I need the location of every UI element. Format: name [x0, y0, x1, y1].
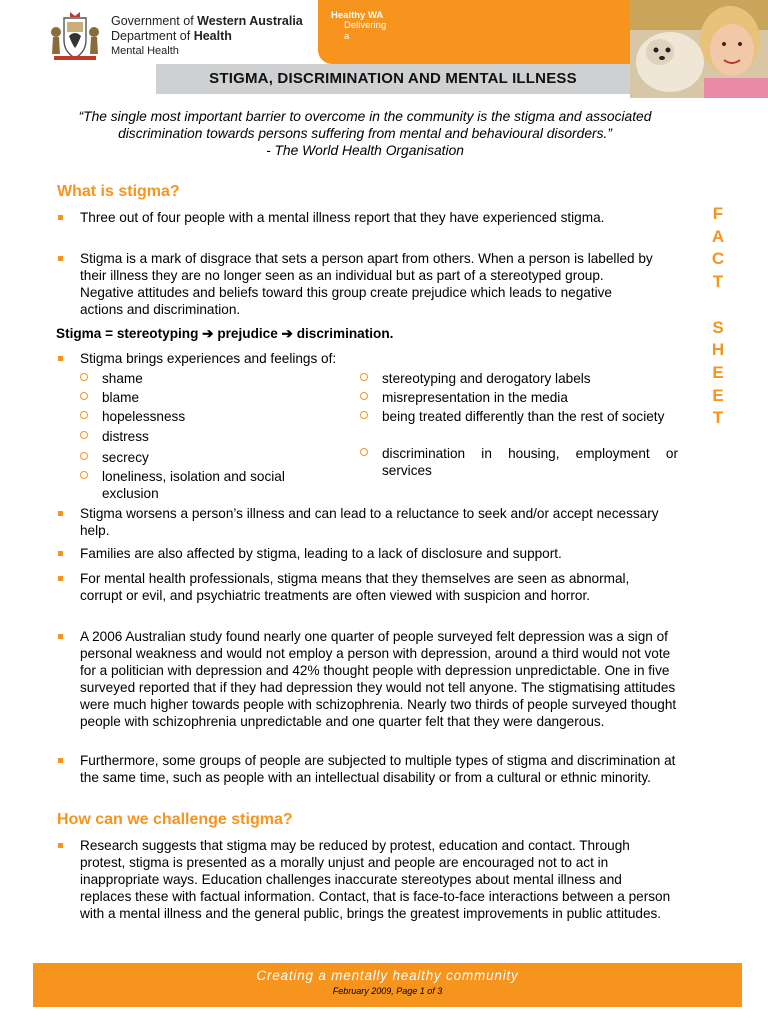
list-item: stereotyping and derogatory labels	[360, 370, 678, 387]
tagline-banner: Delivering a Healthy WA	[318, 0, 630, 64]
bullet-three-out-of-four: Three out of four people with a mental illness report that they have experienced stigma.	[56, 209, 656, 226]
bullet-multiple-stigma: Furthermore, some groups of people are subjected to multiple types of stigma and discrimination at the same time, such as people with an intellectual disability or from a cultural or ethnic minority.	[56, 752, 676, 786]
bullet-australian-study: A 2006 Australian study found nearly one quarter of people surveyed felt depression was a sign of personal weakness and would not employ a person with depression, around a third would not vote for a politician with depression and 42% thought people with depression unpredictable. One in five surveyed reported that if they had depression they would not tell anyone. The stigmatising attitudes were much higher towards people with schizophrenia. Nearly two thirds of people surveyed thought people with schizophrenia unpredictable and one quarter felt that they were dangerous.	[56, 628, 688, 730]
list-item: blame	[80, 389, 330, 406]
footer-slogan: Creating a mentally healthy community	[256, 968, 519, 983]
footer-page-info: February 2009, Page 1 of 3	[332, 986, 443, 996]
header-photo-woman-with-dog	[630, 0, 768, 98]
stigma-equation: Stigma = stereotyping ➔ prejudice ➔ discrimination.	[56, 326, 394, 341]
fact-sheet-label: F A C T S H E E T	[711, 204, 725, 428]
list-item: secrecy	[80, 449, 330, 466]
bullet-stigma-definition: Stigma is a mark of disgrace that sets a person apart from others. When a person is labelled by their illness they are no longer seen as an individual but as part of a stereotyped group. Negative attitudes and beliefs toward this group create prejudice which leads to negative actions and discrimination.	[56, 250, 656, 318]
list-item: being treated differently than the rest of society	[360, 408, 678, 425]
list-item: discrimination in housing, employment or services	[360, 445, 678, 479]
list-item: hopelessness	[80, 408, 330, 425]
bullet-stigma-worsens: Stigma worsens a person’s illness and can lead to a reluctance to seek and/or accept necessary help.	[56, 505, 676, 539]
wa-coat-of-arms-logo	[50, 10, 100, 62]
bullet-families-affected: Families are also affected by stigma, leading to a lack of disclosure and support.	[56, 545, 676, 562]
heading-what-is-stigma: What is stigma?	[57, 183, 180, 200]
bullet-research-protest-education-contact: Research suggests that stigma may be reduced by protest, education and contact. Through protest, stigma is presented as a morally unjust and people are encouraged not to act in inappropriate ways. Education challenges inaccurate stereotypes about mental illness and replaces these with factual information. Contact, that is face-to-face interactions between a person with a mental illness and the general public, brings the greatest improvements in public attitudes.	[56, 837, 674, 922]
bullet-experiences: Stigma brings experiences and feelings of:	[56, 350, 656, 367]
quote-text: “The single most important barrier to overcome in the community is the stigma and associated discrimination towards persons suffering from mental and behavioural disorders.”	[78, 109, 652, 141]
page-header	[0, 0, 768, 100]
bullet-mental-health-professionals: For mental health professionals, stigma means that they themselves are seen as abnormal, corrupt or evil, and psychiatric treatments are often viewed with suspicion and horror.	[56, 570, 666, 604]
heading-challenge-stigma: How can we challenge stigma?	[57, 811, 293, 828]
page-footer	[33, 963, 742, 1007]
list-item: loneliness, isolation and social exclusion	[80, 468, 330, 502]
list-item: distress	[80, 428, 330, 445]
quote-attribution: - The World Health Organisation	[266, 143, 464, 158]
list-item: misrepresentation in the media	[360, 389, 678, 406]
who-quote	[70, 108, 660, 159]
page-title: STIGMA, DISCRIMINATION AND MENTAL ILLNESS	[209, 70, 577, 87]
organisation-name: Government of Western Australia Department of Health Mental Health	[111, 14, 303, 57]
list-item: shame	[80, 370, 330, 387]
page-title-bar	[156, 64, 630, 94]
